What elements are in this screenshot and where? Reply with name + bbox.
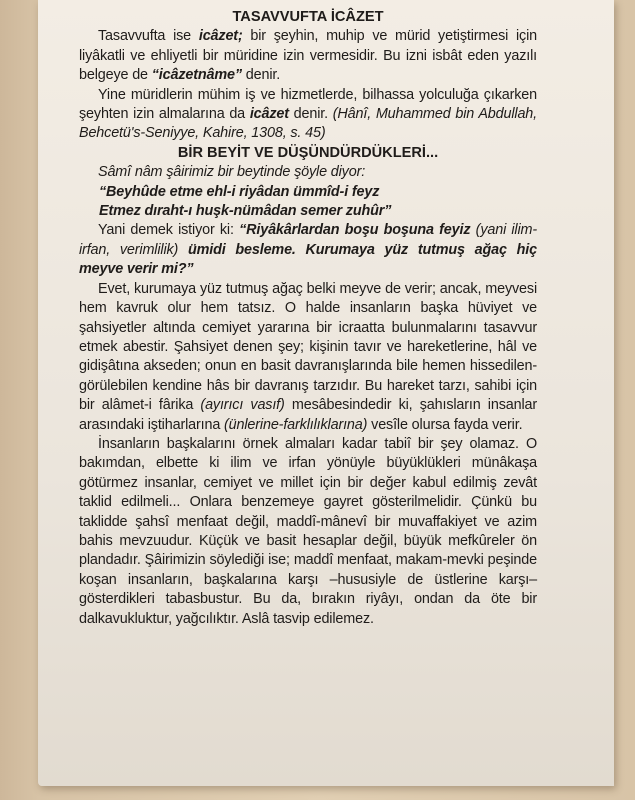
term-icazetname: “icâzetnâme”: [151, 67, 242, 84]
text-run: Tasavvufta ise: [98, 28, 199, 45]
paragraph-icazet-definition: [79, 27, 537, 85]
quote-bold: “Riyâkârlardan boşu boşuna feyiz: [239, 222, 471, 239]
text-run: Yani demek istiyor ki:: [98, 222, 240, 239]
text-run: mesâbesindedir ki, şahısların insanlar arasındaki iştiharlarına: [79, 397, 538, 433]
text-run: denir.: [241, 67, 281, 84]
verse-line-1: “Beyhûde etme ehl-i riyâdan ümmîd-i feyz: [99, 183, 380, 200]
quote-bold: ümidi besleme. Kurumaya yüz tutmuş ağaç hiç meyve verir mi?”: [79, 241, 538, 278]
paragraph-personality: [79, 280, 537, 435]
text-run: Evet, kurumaya yüz tutmuş ağaç belki meyve de verir; ancak, meyvesi hem kavruk olur hem tatsız. O halde insanların başka hüviyet ve şahsiyetler altında cemiyet yararına bir icraatta bulunmalarını tasavvur etmek abestir. Şahsiyet denen şey; kişinin tavır ve hareketlerine, hâl ve gidişâtına akseden; onun en basit davranışlarında bile hemen hissedilen-görülebilen kendine hâs bir davranış tarzıdır. Bu hareket tarzı, sahibi için bir alâmet-i fârika: [79, 280, 537, 414]
section-title-beyit: BİR BEYİT VE DÜŞÜNDÜRDÜKLERİ...: [177, 144, 439, 161]
verse-intro: Sâmî nâm şâirimiz bir beytinde şöyle diyor:: [98, 164, 366, 181]
text-italic: (ayırıcı vasıf): [200, 397, 285, 414]
term-icazet: icâzet;: [198, 28, 243, 45]
paragraph-meaning: [79, 221, 537, 279]
text-run: vesîle olursa fayda verir.: [367, 416, 523, 433]
section-title-icazet: TASAVVUFTA İCÂZET: [232, 9, 384, 25]
verse-line-2: Etmez dıraht-ı huşk-nümâdan semer zuhûr”: [99, 203, 392, 220]
reference-citation: (Hânî, Muhammed bin Abdullah, Behcetü's-Seniyye, Kahire, 1308, s. 45): [79, 106, 538, 142]
paragraph-example: İnsanların başkalarını örnek almaları kadar tabiî bir şey olamaz. O bakımdan, elbette ki ilim ve irfan yönüyle büyüklükleri münâkaşa götürmez insanlar, cemiyet ve millet için bir değer kabul edilmiş zevât taklid edilmeli... Onlara benzemeye gayret gösterilmelidir. Çünkü bu taklidde şahsî menfaat değil, maddî-mânevî bir muvaffakiyet ve azim bahis mevzuudur. Küçük ve basit hesaplar değil, büyük mefkûreler ön plandadır. Şâirimizin söylediği ise; maddî menfaat, makam-mevki peşinde koşan insanların, başkalarına karşı –hususiyle de üstlerine karşı– gösterdikleri tabasbustur. Bu da, bırakın riyâyı, ondan da öte bir dalkavukluktur, yağcılıktır. Aslâ tasvip edilemez.: [79, 435, 537, 627]
text-run: bir şeyhin, muhip ve mürid yetiştirmesi için liyâkatli ve ehliyetli bir müridine izin vermesidir. Bu izni isbât eden yazılı belgeye de: [79, 28, 537, 84]
paragraph-icazet-travel: [79, 86, 537, 144]
text-run: denir.: [288, 106, 333, 123]
text-run: Yine müridlerin mühim iş ve hizmetlerde, bilhassa yolculuğa çıkarken şeyhten izin almalarına da: [79, 86, 537, 123]
term-icazet: icâzet: [249, 106, 289, 123]
text-italic: (yani ilim-irfan, verimlilik): [79, 222, 537, 258]
text-italic: (ünlerine-farklılıklarına): [224, 416, 368, 433]
page-text: [79, 8, 537, 629]
